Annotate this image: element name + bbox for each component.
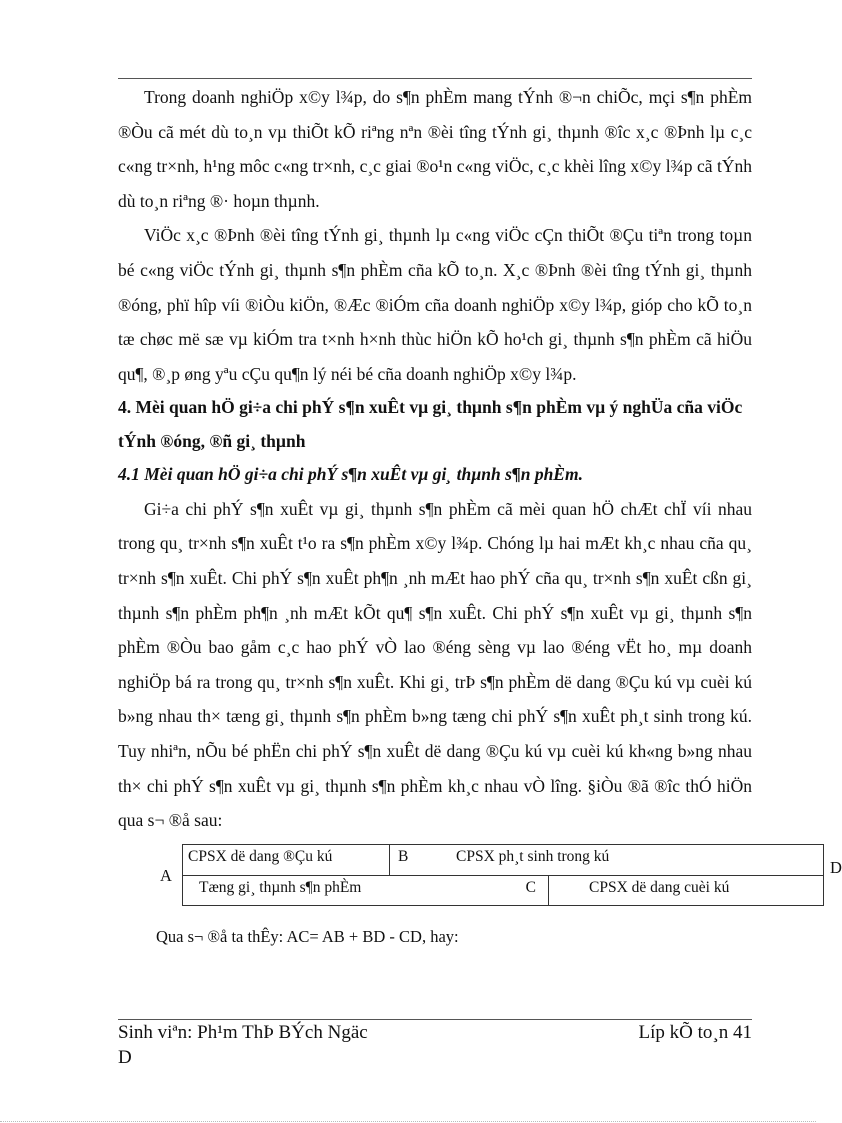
- diagram-text-incurred: CPSX ph¸t sinh trong kú: [456, 847, 610, 865]
- diagram-letter-d: D: [830, 857, 842, 877]
- header-rule: [118, 78, 752, 79]
- paragraph-costing-object: Trong doanh nghiÖp x©y l¾p, do s¶n phÈm mang tÝnh ®¬n chiÕc, mçi s¶n phÈm ®Òu cã mét dù to¸n vµ thiÕt kÕ riªng nªn ®èi tîng tÝnh gi¸ thµnh ®îc x¸c ®Þnh lµ c¸c c«ng tr×nh, h¹ng môc c«ng tr×nh, c¸c giai ®o¹n c«ng viÖc, c¸c khèi lîng x©y l¾p cã tÝnh dù to¸n riªng ®· hoµn thµnh.: [118, 87, 752, 211]
- diagram-cell-opening-wip: [183, 845, 390, 876]
- paragraph-relationship: Gi÷a chi phÝ s¶n xuÊt vµ gi¸ thµnh s¶n phÈm cã mèi quan hÖ chÆt chÏ víi nhau trong qu¸ tr×nh s¶n xuÊt t¹o ra s¶n phÈm x©y l¾p. Chóng lµ hai mÆt kh¸c nhau cña qu¸ tr×nh s¶n xuÊt. Chi phÝ s¶n xuÊt ph¶n ¸nh mÆt hao phÝ cña qu¸ tr×nh s¶n xuÊt cßn gi¸ thµnh s¶n phÈm ph¶n ¸nh mÆt kÕt qu¶ s¶n xuÊt. Chi phÝ s¶n xuÊt vµ gi¸ thµnh s¶n phÈm ®Òu bao gåm c¸c hao phÝ vÒ lao ®éng sèng vµ lao ®éng vËt ho¸ mµ doanh nghiÖp bá ra trong qu¸ tr×nh s¶n xuÊt. Khi gi¸ trÞ s¶n phÈm dë dang ®Çu kú vµ cuèi kú b»ng nhau th× tæng gi¸ thµnh s¶n phÈm b»ng tæng chi phÝ s¶n xuÊt ph¸t sinh trong kú. Tuy nhiªn, nÕu bé phËn chi phÝ s¶n xuÊt dë dang ®Çu kú vµ cuèi kú kh«ng b»ng nhau th× chi phÝ s¶n xuÊt vµ gi¸ thµnh s¶n phÈm kh¸c nhau vÒ lîng. §iÒu ®ã ®îc thÓ hiÖn qua s¬ ®å sau:: [118, 498, 752, 831]
- footer-class: Líp kÕ to¸n 41: [638, 1022, 752, 1043]
- formula-line: Qua s¬ ®å ta thÊy: AC= AB + BD - CD, hay:: [156, 926, 459, 946]
- page-bottom-border: [0, 1121, 816, 1122]
- diagram-text-total-cost: Tæng gi¸ thµnh s¶n phÈm: [199, 878, 362, 896]
- diagram-letter-a: A: [160, 865, 172, 885]
- diagram-cell-incurred: [390, 845, 823, 876]
- page-content: [118, 80, 842, 950]
- diagram-text-closing-wip: CPSX dë dang cuèi kú: [589, 878, 730, 896]
- diagram-box: [182, 844, 824, 906]
- footer-class-cont: D: [118, 1047, 132, 1068]
- diagram-letter-b: B: [398, 847, 409, 865]
- subsection-heading: 4.1 Mèi quan hÖ gi÷a chi phÝ s¶n xuÊt vµ gi¸ thµnh s¶n phÈm.: [118, 464, 583, 485]
- diagram-letter-c: C: [525, 878, 536, 896]
- cost-diagram: [118, 844, 842, 924]
- diagram-cell-total-cost: [183, 876, 549, 905]
- diagram-text-opening-wip: CPSX dë dang ®Çu kú: [188, 847, 333, 865]
- diagram-cell-closing-wip: [549, 876, 823, 905]
- paragraph-determining-object: ViÖc x¸c ®Þnh ®èi tîng tÝnh gi¸ thµnh lµ c«ng viÖc cÇn thiÕt ®Çu tiªn trong toµn bé c«ng viÖc tÝnh gi¸ thµnh s¶n phÈm cña kÕ to¸n. X¸c ®Þnh ®èi tîng tÝnh gi¸ thµnh ®óng, phï hîp víi ®iÒu kiÖn, ®Æc ®iÓm cña doanh nghiÖp x©y l¾p, gióp cho kÕ to¸n tæ chøc më sæ vµ kiÓm tra t×nh h×nh thùc hiÖn kÕ ho¹ch gi¸ thµnh s¶n phÈm cã hiÖu qu¶, ®¸p øng yªu cÇu qu¶n lý néi bé cña doanh nghiÖp x©y l¾p.: [118, 225, 752, 384]
- section-heading: 4. Mèi quan hÖ gi÷a chi phÝ s¶n xuÊt vµ gi¸ thµnh s¶n phÈm vµ ý nghÜa cña viÖc tÝnh ®óng, ®ñ gi¸ thµnh: [118, 397, 743, 451]
- footer-student-name: Sinh viªn: Ph¹m ThÞ BÝch Ngäc: [118, 1022, 368, 1043]
- footer-rule: [118, 1019, 752, 1020]
